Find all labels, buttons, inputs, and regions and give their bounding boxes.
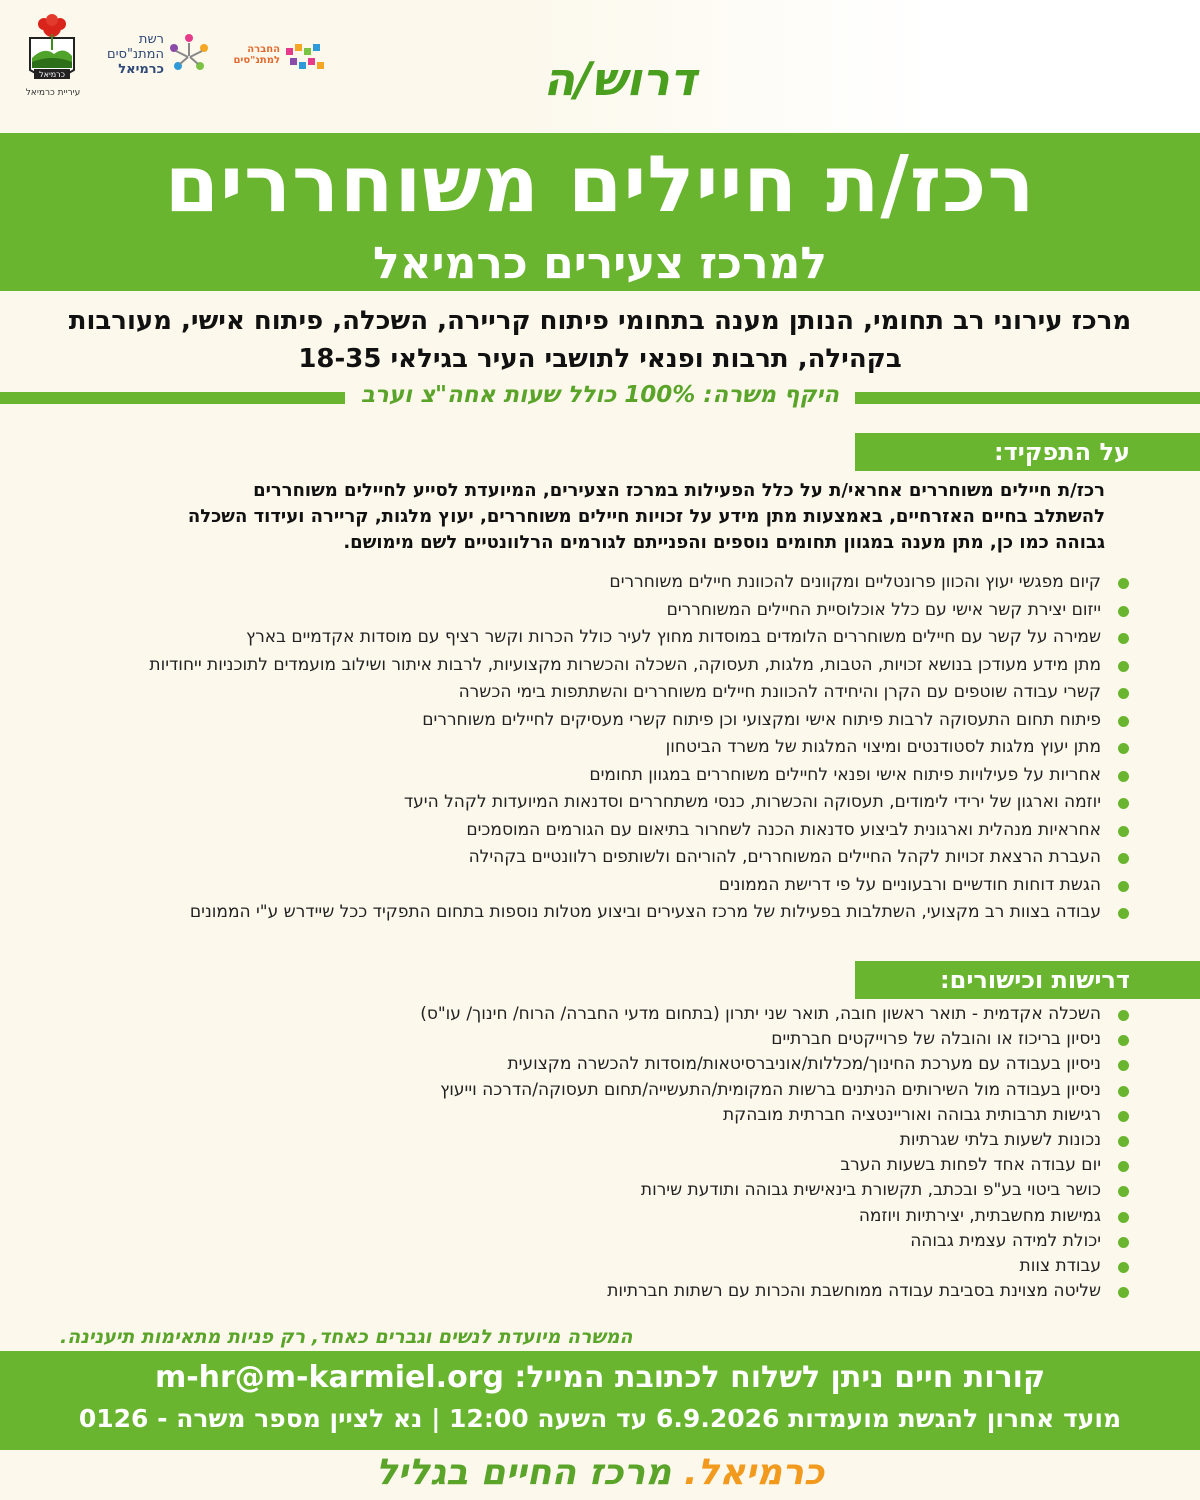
slogan-tagline: מרכז החיים בגליל bbox=[375, 1452, 684, 1493]
karmiel-city-logo bbox=[24, 14, 80, 98]
deadline-line: מועד אחרון להגשת מועמדות 6.9.2026 עד השעה 12:00 | נא לציין מספר משרה - 0126 bbox=[78, 1404, 1122, 1433]
job-title: רכז/ת חיילים משוחררים bbox=[164, 140, 1036, 230]
bullet-dot-icon bbox=[1118, 881, 1129, 892]
bullet-dot-icon bbox=[1118, 1212, 1129, 1223]
colorful-squares-icon bbox=[284, 42, 326, 74]
list-item: פיתוח תחום התעסוקה לרבות פיתוח אישי ומקצועי וכן פיתוח קשרי מעסיקים לחיילים משוחררים bbox=[90, 707, 1135, 735]
bullet-dot-icon bbox=[1118, 1111, 1129, 1122]
requirements-list bbox=[90, 1002, 1135, 1304]
chevra-line-2: למתנ"סים bbox=[233, 55, 280, 66]
people-circle-icon bbox=[166, 30, 212, 82]
list-item: יום עבודה אחד לפחות בשעות הערב bbox=[90, 1153, 1135, 1178]
rashut-line-1: רשת bbox=[138, 32, 164, 47]
list-item: השכלה אקדמית - תואר ראשון חובה, תואר שני יתרון (בתחום מדעי החברה/ הרוח/ חינוך/ עו"ס) bbox=[90, 1002, 1135, 1027]
wanted-label: דרוש/ה bbox=[543, 52, 697, 106]
scope-divider-left bbox=[0, 392, 345, 404]
job-scope: היקף משרה: 100% כולל שעות אחה"צ וערב bbox=[360, 382, 840, 408]
bullet-dot-icon bbox=[1118, 1010, 1129, 1021]
bullet-dot-icon bbox=[1118, 1237, 1129, 1248]
bullet-dot-icon bbox=[1118, 1161, 1129, 1172]
bullet-dot-icon bbox=[1118, 743, 1129, 754]
city-logo-name: כרמיאל bbox=[39, 70, 65, 79]
list-item: קיום מפגשי יעוץ והכוון פרונטליים ומקוונים להכוונת חיילים משוחררים bbox=[90, 569, 1135, 597]
list-item: הגשת דוחות חודשיים ורבעוניים על פי דרישת הממונים bbox=[90, 872, 1135, 900]
intro-line: בקהילה, תרבות ופנאי לתושבי העיר בגילאי 18-35 bbox=[298, 344, 902, 374]
bullet-dot-icon bbox=[1118, 716, 1129, 727]
list-item: מתן מידע מעודכן בנושא זכויות, הטבות, מלגות, תעסוקה, השכלה והכשרות מקצועיות, לרבות איתור ושילוב מועמדים לתוכניות ייחודיות bbox=[90, 652, 1135, 680]
list-item: כושר ביטוי בע"פ ובכתב, תקשורת בינאישית גבוהה ותודעת שירות bbox=[90, 1178, 1135, 1203]
intro-text bbox=[40, 302, 1160, 378]
role-description-line: גבוהה כמו כן, מתן מענה במגוון תחומים נוספים והפנייתם לגורמים הרלוונטיים לשם מימושם. bbox=[343, 532, 1105, 553]
list-item: אחריות על פעילויות פיתוח אישי ופנאי לחיילים משוחררים במגוון תחומים bbox=[90, 762, 1135, 790]
bullet-dot-icon bbox=[1118, 578, 1129, 589]
bullet-dot-icon bbox=[1118, 1060, 1129, 1071]
bullet-dot-icon bbox=[1118, 688, 1129, 699]
list-item: שליטה מצוינת בסביבת עבודה ממוחשבת והכרות עם רשתות חברתיות bbox=[90, 1279, 1135, 1304]
list-item: ניסיון בריכוז או והובלה של פרוייקטים חברתיים bbox=[90, 1027, 1135, 1052]
bullet-dot-icon bbox=[1118, 1035, 1129, 1046]
rashut-line-2: המתנ"סים bbox=[106, 47, 164, 62]
rashut-line-3: כרמיאל bbox=[118, 62, 164, 77]
city-slogan bbox=[0, 1452, 1200, 1493]
role-heading: על התפקיד: bbox=[855, 433, 1200, 471]
list-item: יוזמה וארגון של ירידי לימודים, תעסוקה והכשרות, כנסי משתחררים וסדנאות המיועדות לקהל היעד bbox=[90, 789, 1135, 817]
slogan-city: כרמיאל. bbox=[683, 1452, 825, 1493]
bullet-dot-icon bbox=[1118, 1262, 1129, 1273]
bullet-dot-icon bbox=[1118, 1086, 1129, 1097]
list-item: שמירה על קשר עם חיילים משוחררים הלומדים במוסדות מחוץ לעיר כולל הכרות וקשר רציף עם מוסדות אקדמיים בארץ bbox=[90, 624, 1135, 652]
bullet-dot-icon bbox=[1118, 908, 1129, 919]
job-subtitle: למרכז צעירים כרמיאל bbox=[372, 238, 828, 289]
bullet-dot-icon bbox=[1118, 633, 1129, 644]
equal-opportunity-note: המשרה מיועדת לנשים וגברים כאחד, רק פניות מתאימות תיענינה. bbox=[60, 1326, 633, 1348]
list-item: יכולת למידה עצמית גבוהה bbox=[90, 1229, 1135, 1254]
list-item: קשרי עבודה שוטפים עם הקרן והיחידה להכוונת חיילים משוחררים והשתתפות בימי הכשרה bbox=[90, 679, 1135, 707]
bullet-dot-icon bbox=[1118, 1287, 1129, 1298]
bullet-dot-icon bbox=[1118, 606, 1129, 617]
bullet-dot-icon bbox=[1118, 771, 1129, 782]
list-item: נכונות לשעות בלתי שגרתיות bbox=[90, 1128, 1135, 1153]
role-description-line: רכז/ת חיילים משוחררים אחראי/ת על כלל הפעילות במרכז הצעירים, המיועדת לסייע לחיילים משוחררים bbox=[253, 480, 1105, 501]
list-item: ניסיון בעבודה מול השירותים הניתנים ברשות המקומית/התעשייה/תחום תעסוקה/הדרכה וייעוץ bbox=[90, 1078, 1135, 1103]
bullet-dot-icon bbox=[1118, 1136, 1129, 1147]
intro-line: מרכז עירוני רב תחומי, הנותן מענה בתחומי פיתוח קריירה, השכלה, פיתוח אישי, מעורבות bbox=[68, 306, 1132, 336]
chevra-matnasim-logo bbox=[222, 40, 332, 80]
list-item: העברת הרצאת זכויות לקהל החיילים המשוחררים, להוריהם ולשותפים רלוונטיים בקהילה bbox=[90, 844, 1135, 872]
role-description-line: להשתלב בחיים האזרחיים, באמצעות מתן מידע על זכויות חיילים משוחררים, יעוץ מלגות, קריירה ועידוד השכלה bbox=[187, 506, 1105, 527]
bullet-dot-icon bbox=[1118, 1186, 1129, 1197]
bullet-dot-icon bbox=[1118, 853, 1129, 864]
list-item: עבודה בצוות רב מקצועי, השתלבות בפעילות של מרכז הצעירים וביצוע מטלות נוספות בתחום התפקיד ככל שיידרש ע"י הממונים bbox=[90, 899, 1135, 927]
list-item: ייזום יצירת קשר אישי עם כלל אוכלוסיית החיילים המשוחררים bbox=[90, 597, 1135, 625]
cv-email-line[interactable]: קורות חיים ניתן לשלוח לכתובת המייל: m-hr@m-karmiel.org bbox=[154, 1360, 1046, 1395]
role-list bbox=[90, 569, 1135, 927]
role-description bbox=[95, 478, 1105, 556]
bullet-dot-icon bbox=[1118, 661, 1129, 672]
list-item: ניסיון בעבודה עם מערכת החינוך/מכללות/אוניברסיטאות/מוסדות להכשרה מקצועית bbox=[90, 1052, 1135, 1077]
list-item: גמישות מחשבתית, יצירתיות ויוזמה bbox=[90, 1204, 1135, 1229]
list-item: אחראיות מנהלית וארגונית לביצוע סדנאות הכנה לשחרור בתיאום עם הגורמים המוסמכים bbox=[90, 817, 1135, 845]
list-item: עבודת צוות bbox=[90, 1254, 1135, 1279]
city-logo-caption: עיריית כרמיאל bbox=[25, 88, 81, 98]
list-item: מתן יעוץ מלגות לסטודנטים ומיצוי המלגות של משרד הביטחון bbox=[90, 734, 1135, 762]
scope-divider-right bbox=[855, 392, 1200, 404]
list-item: רגישות תרבותית גבוהה ואוריינטציה חברתית מובהקת bbox=[90, 1103, 1135, 1128]
rashut-matnasim-logo bbox=[92, 28, 212, 88]
chevra-line-1: החברה bbox=[247, 44, 280, 55]
bullet-dot-icon bbox=[1118, 798, 1129, 809]
bullet-dot-icon bbox=[1118, 826, 1129, 837]
requirements-heading: דרישות וכישורים: bbox=[855, 961, 1200, 999]
